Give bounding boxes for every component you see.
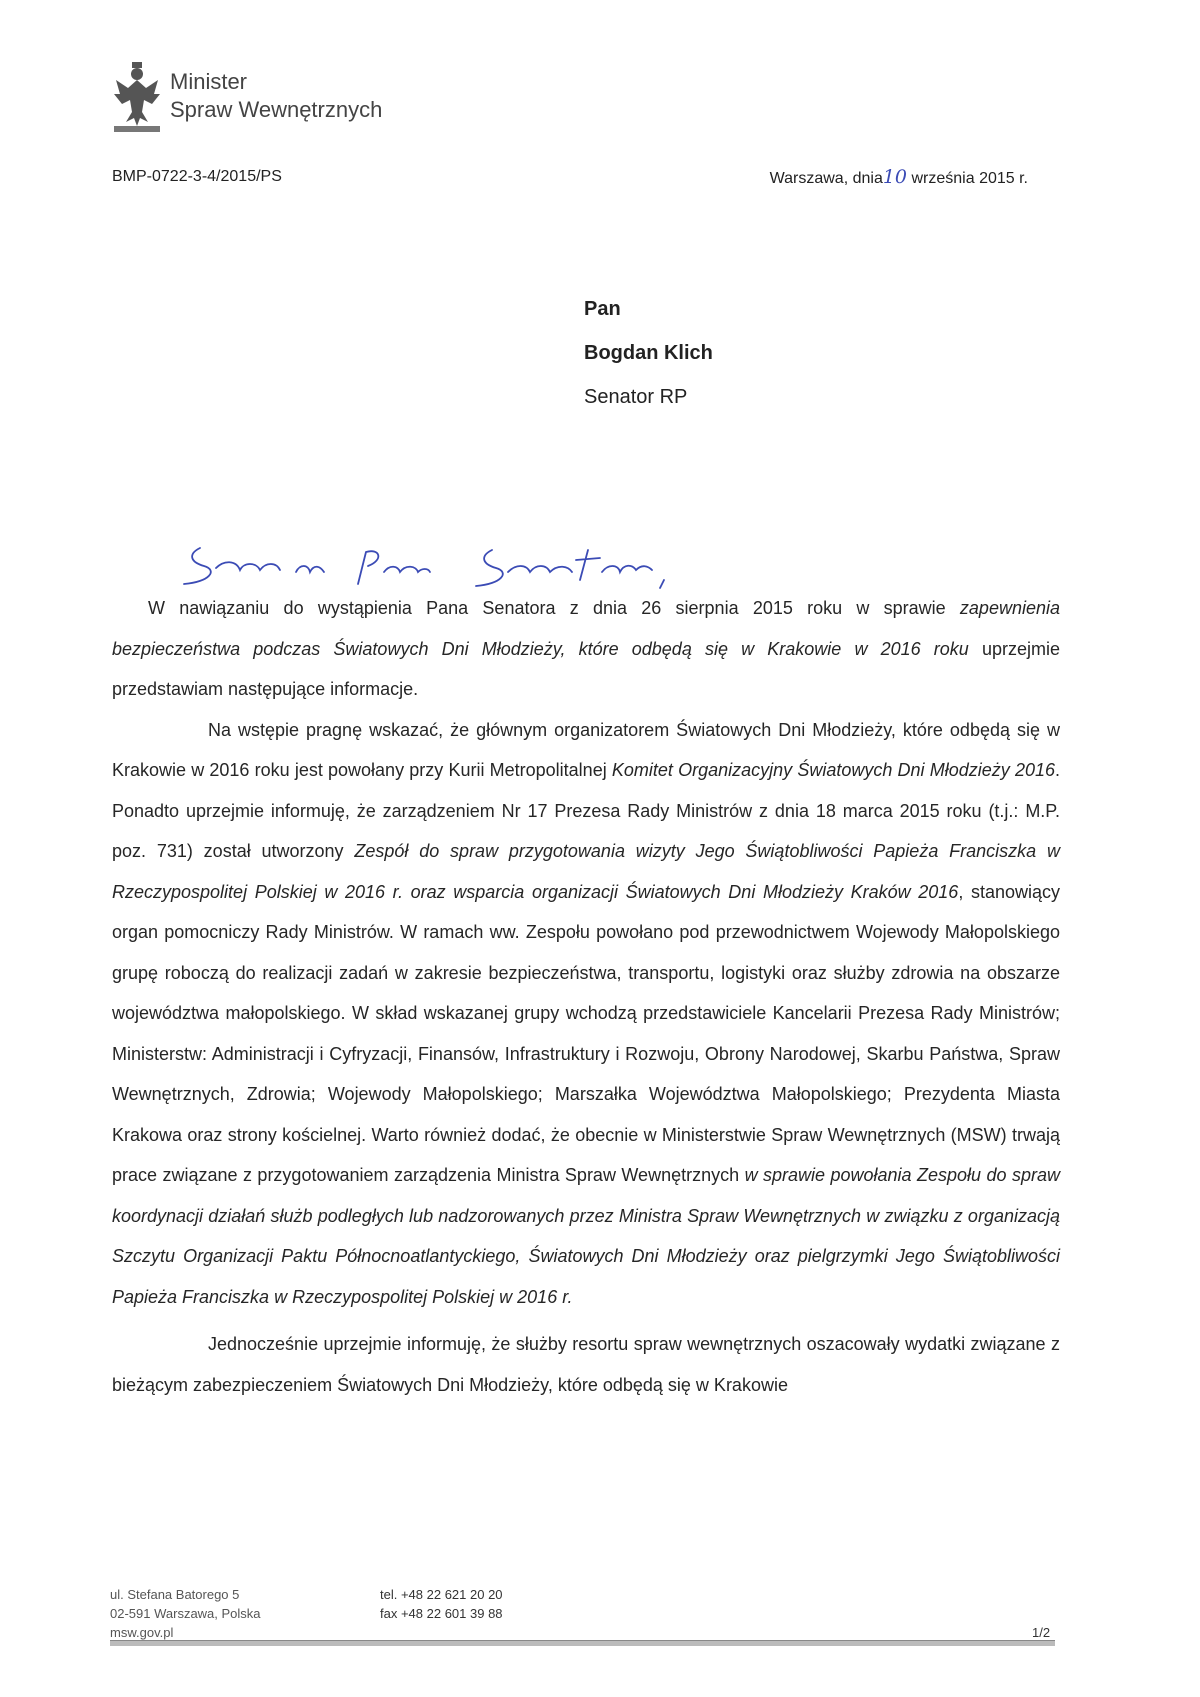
institution-line-2: Spraw Wewnętrznych [170, 97, 383, 122]
institution-name [170, 68, 382, 124]
institution-line-1: Minister [170, 69, 248, 94]
footer-fax: fax +48 22 601 39 88 [380, 1606, 503, 1621]
recipient-role: Senator RP [584, 386, 688, 408]
handwritten-day: 10 [882, 166, 908, 188]
handwritten-salutation [180, 540, 740, 590]
date-prefix: Warszawa, dnia [769, 170, 883, 187]
reference-number: BMP-0722-3-4/2015/PS [112, 168, 282, 185]
eagle-emblem-icon [112, 60, 162, 136]
footer-phone: tel. +48 22 621 20 20 [380, 1587, 503, 1602]
footer-street: ul. Stefana Batorego 5 [110, 1587, 240, 1602]
paragraph-2: Na wstępie pragnę wskazać, że głównym organizatorem Światowych Dni Młodzieży, które odbędą się w Krakowie w 2016 roku jest powołany przy Kurii Metropolitalnej Komitet Organizacyjny Światowych Dni Młodzieży 2016. Ponadto uprzejmie informuję, że zarządzeniem Nr 17 Prezesa Rady Ministrów z dnia 18 marca 2015 roku (t.j.: M.P. poz. 731) został utworzony Zespół do spraw przygotowania wizyty Jego Świątobliwości Papieża Franciszka w Rzeczypospolitej Polskiej w 2016 r. oraz wsparcia organizacji Światowych Dni Młodzieży Kraków 2016, stanowiący organ pomocniczy Rady Ministrów. W ramach ww. Zespołu powołano pod przewodnictwem Wojewody Małopolskiego grupę roboczą do realizacji zadań w zakresie bezpieczeństwa, transportu, logistyki oraz służby zdrowia na obszarze województwa małopolskiego. W skład wskazanej grupy wchodzą przedstawiciele Kancelarii Prezesa Rady Ministrów; Ministerstw: Administracji i Cyfryzacji, Finansów, Infrastruktury i Rozwoju, Obrony Narodowej, Skarbu Państwa, Spraw Wewnętrznych, Zdrowia; Wojewody Małopolskiego; Marszałka Województwa Małopolskiego; Prezydenta Miasta Krakowa oraz strony kościelnej. Warto również dodać, że obecnie w Ministerstwie Spraw Wewnętrznych (MSW) trwają prace związane z przygotowaniem zarządzenia Ministra Spraw Wewnętrznych w sprawie powołania Zespołu do spraw koordynacji działań służb podległych lub nadzorowanych przez Ministra Spraw Wewnętrznych w związku z organizacją Szczytu Organizacji Paktu Północnoatlantyckiego, Światowych Dni Młodzieży oraz pielgrzymki Jego Świątobliwości Papieża Franciszka w Rzeczypospolitej Polskiej w 2016 r. [112, 719, 1061, 1307]
footer-address [110, 1585, 261, 1642]
date-suffix: września 2015 r. [911, 170, 1028, 187]
recipient-title: Pan [584, 298, 621, 320]
footer-website: msw.gov.pl [110, 1625, 174, 1640]
paragraph-1: W nawiązaniu do wystąpienia Pana Senatora z dnia 26 sierpnia 2015 roku w sprawie zapewnienia bezpieczeństwa podczas Światowych Dni Młodzieży, które odbędą się w Krakowie w 2016 roku uprzejmie przedstawiam następujące informacje. [112, 598, 1061, 699]
page-number: 1/2 [1032, 1625, 1051, 1640]
date-line [770, 166, 1028, 188]
footer-city: 02-591 Warszawa, Polska [110, 1606, 261, 1621]
footer-contact [380, 1585, 503, 1623]
letter-body [112, 588, 1060, 1405]
footer-rule [110, 1640, 1055, 1646]
recipient-name: Bogdan Klich [584, 342, 713, 364]
letterhead [112, 60, 382, 136]
paragraph-3: Jednocześnie uprzejmie informuję, że służby resortu spraw wewnętrznych oszacowały wydatki związane z bieżącym zabezpieczeniem Światowych Dni Młodzieży, które odbędą się w Krakowie [112, 1334, 1060, 1395]
